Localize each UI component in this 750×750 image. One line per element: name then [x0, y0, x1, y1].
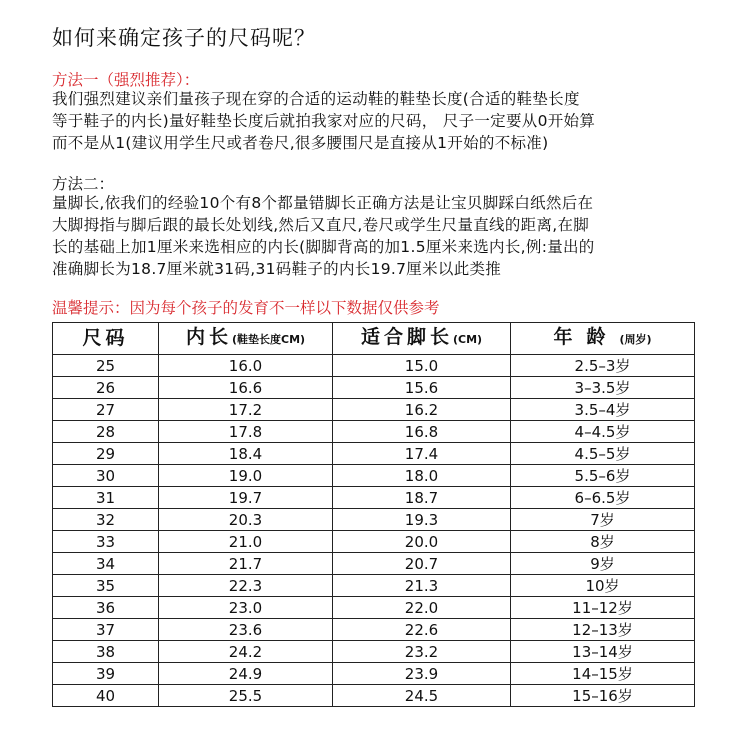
header-size: 尺码	[53, 323, 159, 355]
table-header-row	[53, 323, 695, 355]
cell-size: 33	[53, 531, 159, 553]
cell-foot-length: 23.2	[333, 641, 511, 663]
method-one-line: 我们强烈建议亲们量孩子现在穿的合适的运动鞋的鞋垫长度(合适的鞋垫长度	[52, 90, 580, 108]
table-row	[53, 487, 695, 509]
size-chart-table	[52, 322, 695, 707]
table-row	[53, 575, 695, 597]
cell-size: 27	[53, 399, 159, 421]
cell-inner-length: 19.0	[159, 465, 333, 487]
method-two-line: 大脚拇指与脚后跟的最长处划线,然后又直尺,卷尺或学生尺量直线的距离,在脚	[52, 216, 590, 234]
warm-tip: 温馨提示：因为每个孩子的发育不一样以下数据仅供参考	[52, 299, 440, 317]
cell-size: 39	[53, 663, 159, 685]
cell-foot-length: 16.8	[333, 421, 511, 443]
cell-size: 25	[53, 355, 159, 377]
cell-foot-length: 22.6	[333, 619, 511, 641]
cell-age: 9岁	[511, 553, 695, 575]
method-one-line: 而不是从1(建议用学生尺或者卷尺,很多腰围尺是直接从1开始的不标准)	[52, 134, 549, 152]
method-one-line: 等于鞋子的内长)量好鞋垫长度后就拍我家对应的尺码， 尺子一定要从0开始算	[52, 112, 596, 130]
table-row	[53, 641, 695, 663]
method-one-heading: 方法一（强烈推荐）：	[52, 71, 200, 89]
cell-size: 37	[53, 619, 159, 641]
cell-age: 8岁	[511, 531, 695, 553]
table-row	[53, 377, 695, 399]
cell-foot-length: 18.7	[333, 487, 511, 509]
table-row	[53, 663, 695, 685]
cell-foot-length: 19.3	[333, 509, 511, 531]
cell-foot-length: 20.7	[333, 553, 511, 575]
table-row	[53, 443, 695, 465]
table-row	[53, 509, 695, 531]
cell-age: 4–4.5岁	[511, 421, 695, 443]
table-row	[53, 619, 695, 641]
cell-age: 2.5–3岁	[511, 355, 695, 377]
table-row	[53, 421, 695, 443]
method-two-line: 长的基础上加1厘米来选相应的内长(脚脚背高的加1.5厘米来选内长,例:量出的	[52, 238, 595, 256]
header-foot-length: 适合脚长(CM)	[333, 323, 511, 355]
cell-inner-length: 24.9	[159, 663, 333, 685]
cell-inner-length: 18.4	[159, 443, 333, 465]
cell-size: 28	[53, 421, 159, 443]
cell-size: 34	[53, 553, 159, 575]
table-row	[53, 355, 695, 377]
cell-inner-length: 19.7	[159, 487, 333, 509]
cell-inner-length: 17.8	[159, 421, 333, 443]
cell-foot-length: 22.0	[333, 597, 511, 619]
method-two-line: 准确脚长为18.7厘米就31码,31码鞋子的内长19.7厘米以此类推	[52, 260, 502, 278]
cell-age: 6–6.5岁	[511, 487, 695, 509]
table-row	[53, 465, 695, 487]
cell-age: 14–15岁	[511, 663, 695, 685]
page-title: 如何来确定孩子的尺码呢？	[52, 26, 316, 50]
cell-size: 30	[53, 465, 159, 487]
cell-size: 31	[53, 487, 159, 509]
cell-age: 3–3.5岁	[511, 377, 695, 399]
method-two-heading: 方法二：	[52, 175, 115, 193]
table-row	[53, 399, 695, 421]
cell-age: 12–13岁	[511, 619, 695, 641]
table-row	[53, 553, 695, 575]
cell-age: 5.5–6岁	[511, 465, 695, 487]
cell-age: 15–16岁	[511, 685, 695, 707]
header-age: 年龄(周岁)	[511, 323, 695, 355]
header-inner-length: 内长(鞋垫长度CM)	[159, 323, 333, 355]
cell-size: 32	[53, 509, 159, 531]
cell-inner-length: 21.0	[159, 531, 333, 553]
cell-foot-length: 17.4	[333, 443, 511, 465]
cell-foot-length: 23.9	[333, 663, 511, 685]
cell-inner-length: 24.2	[159, 641, 333, 663]
cell-size: 40	[53, 685, 159, 707]
table-row	[53, 531, 695, 553]
cell-inner-length: 16.0	[159, 355, 333, 377]
method-two-line: 量脚长,依我们的经验10个有8个都量错脚长正确方法是让宝贝脚踩白纸然后在	[52, 194, 594, 212]
cell-age: 11–12岁	[511, 597, 695, 619]
cell-age: 4.5–5岁	[511, 443, 695, 465]
cell-foot-length: 15.6	[333, 377, 511, 399]
cell-size: 26	[53, 377, 159, 399]
table-row	[53, 685, 695, 707]
cell-size: 35	[53, 575, 159, 597]
cell-size: 38	[53, 641, 159, 663]
cell-age: 3.5–4岁	[511, 399, 695, 421]
table-row	[53, 597, 695, 619]
cell-size: 29	[53, 443, 159, 465]
cell-size: 36	[53, 597, 159, 619]
cell-inner-length: 23.0	[159, 597, 333, 619]
cell-age: 7岁	[511, 509, 695, 531]
cell-age: 10岁	[511, 575, 695, 597]
cell-inner-length: 20.3	[159, 509, 333, 531]
method-one-text	[52, 88, 702, 154]
cell-foot-length: 15.0	[333, 355, 511, 377]
cell-inner-length: 25.5	[159, 685, 333, 707]
cell-foot-length: 18.0	[333, 465, 511, 487]
cell-foot-length: 16.2	[333, 399, 511, 421]
cell-inner-length: 17.2	[159, 399, 333, 421]
cell-inner-length: 23.6	[159, 619, 333, 641]
cell-inner-length: 21.7	[159, 553, 333, 575]
cell-foot-length: 21.3	[333, 575, 511, 597]
cell-age: 13–14岁	[511, 641, 695, 663]
cell-foot-length: 20.0	[333, 531, 511, 553]
cell-foot-length: 24.5	[333, 685, 511, 707]
cell-inner-length: 22.3	[159, 575, 333, 597]
method-two-text	[52, 192, 702, 280]
table-body	[53, 355, 695, 707]
cell-inner-length: 16.6	[159, 377, 333, 399]
